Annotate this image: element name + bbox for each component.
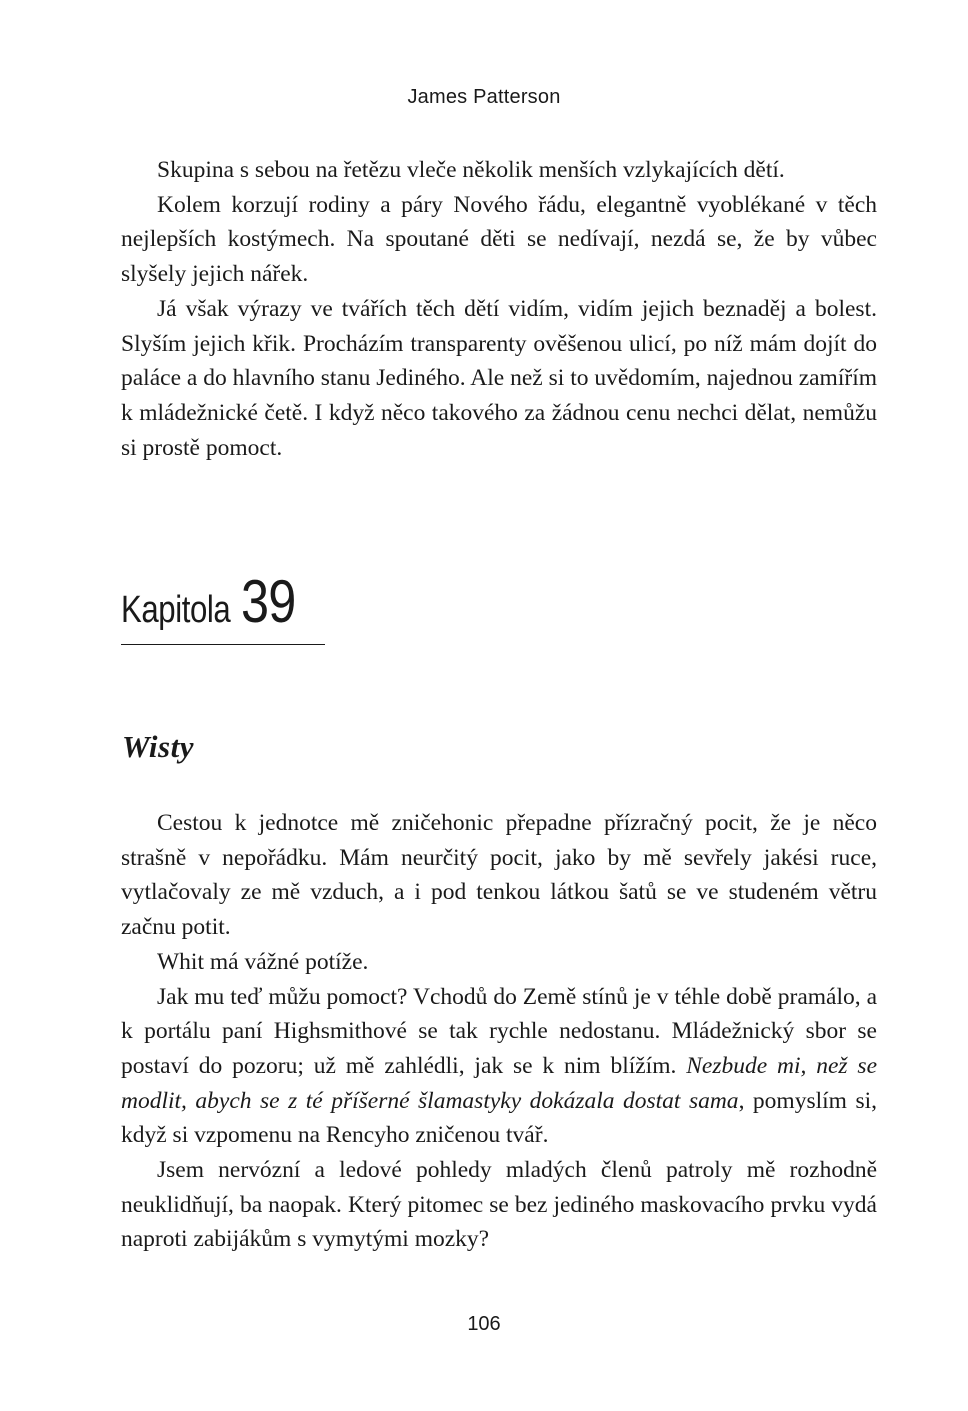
paragraph: Skupina s sebou na řetězu vleče několik menších vzlykajících dětí. <box>157 157 785 183</box>
body-text-bottom <box>121 806 877 1257</box>
paragraph: Jsem nervózní a ledové pohledy mladých členů patroly mě rozhodně neuklidňují, ba naopak. Který pitomec se bez jediného maskovacího prvku vydá naproti zabijákům s vymytými mozky? <box>121 1157 877 1253</box>
chapter-heading <box>121 556 325 645</box>
paragraph: Whit má vážné potíže. <box>157 948 369 975</box>
chapter-word: Kapitola <box>121 589 231 631</box>
chapter-number: 39 <box>240 568 296 635</box>
page-number: 106 <box>467 1313 501 1335</box>
body-text-top <box>121 153 877 465</box>
italic-thought: Nezbude mi, než se modlit, abych se z té příšerné šlamastyky dokázala dostat sama <box>121 1052 878 1114</box>
paragraph <box>121 980 877 1154</box>
paragraph-text: Jak mu teď můžu pomoct? Vchodů do Země stínů je v téhle době pramálo, a k portálu paní Highsmithové se tak rychle nedostanu. Mládežnický sbor se postaví do pozoru; už mě zahlédli, jak se k nim blížím. <box>121 983 877 1079</box>
paragraph: Cestou k jednotce mě zničehonic přepadne přízračný pocit, že je něco strašně v nepořádku. Mám neurčitý pocit, jako by mě sevřely jakési ruce, vytlačovaly ze mě vzduch, a i pod tenkou látkou šatů se ve studeném větru začnu potit. <box>121 810 877 941</box>
paragraph: Já však výrazy ve tvářích těch dětí vidím, vidím jejich beznaděj a bolest. Slyším jejich křik. Procházím transparenty ověšenou ulicí, po níž mám dojít do paláce a do hlavního stanu Jediného. Ale než si to uvědomím, najednou zamířím k mládežnické četě. I když něco takového za žádnou cenu nechci dělat, nemůžu si prostě pomoct. <box>121 295 877 461</box>
running-head: James Patterson <box>407 86 561 108</box>
section-title: Wisty <box>122 729 194 764</box>
paragraph-text: , pomyslím si, když si vzpomenu na Rencyho zničenou tvář. <box>121 1087 877 1149</box>
paragraph: Kolem korzují rodiny a páry Nového řádu, elegantně vyoblékané v těch nejlepších kostýmech. Na spoutané děti se nedívají, nezdá se, že by vůbec slyšely jejich nářek. <box>121 191 877 288</box>
